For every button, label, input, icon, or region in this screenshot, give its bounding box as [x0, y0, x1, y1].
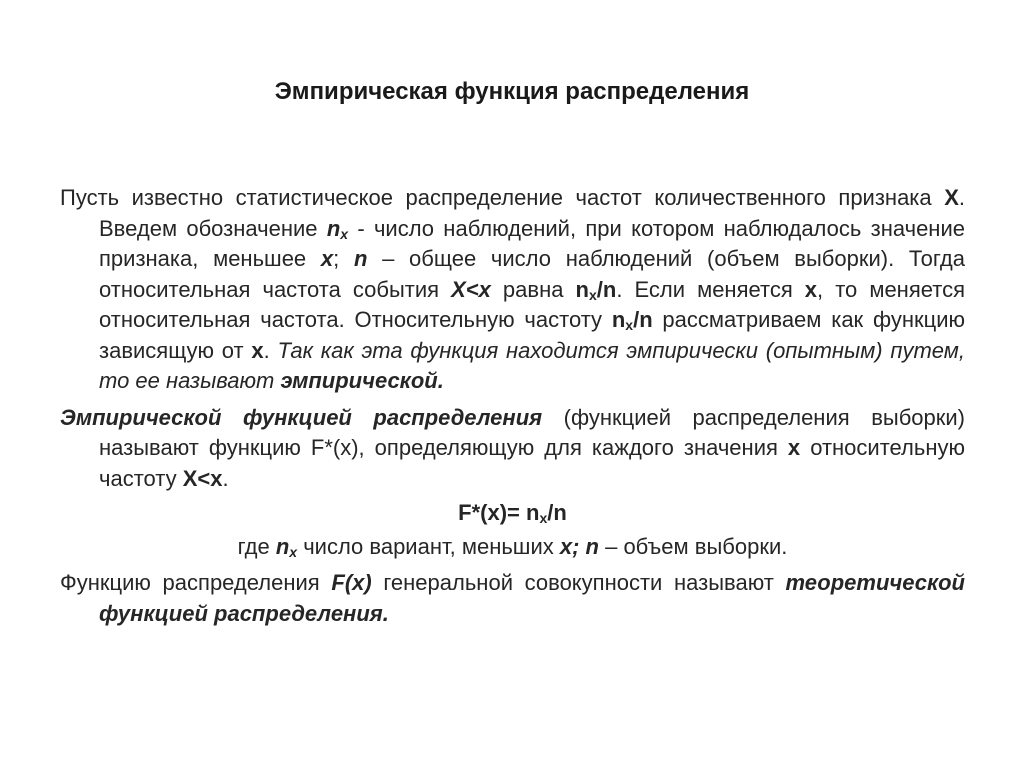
text-run: где [237, 533, 276, 559]
symbol-n: n [575, 276, 589, 302]
subscript-x: x [588, 286, 597, 303]
symbol-n: n [353, 246, 368, 271]
text-run: число вариант, меньших [297, 533, 560, 559]
term-theoretical-distribution-function: теоретической функцией распределения. [99, 570, 965, 626]
text-run: – общее число наблюдений (объем выборки). Тогда относительная частота события [99, 246, 965, 302]
text-run: (функцией распределения выборки) называют функцию F*(x), определяющую для каждого значения [99, 404, 966, 460]
slide-body [60, 183, 965, 629]
text-run: Пусть известно статистическое распределение частот количественного признака [60, 185, 945, 210]
symbol-X: X [944, 185, 959, 210]
text-run: . [263, 337, 278, 363]
page-title: Эмпирическая функция распределения [274, 78, 750, 105]
formula-lhs: F*(x)= n [458, 500, 540, 525]
symbol-slash-n: /n [547, 500, 567, 525]
paragraph-empirical-definition [60, 403, 965, 495]
symbol-n: n [326, 215, 341, 241]
symbol-x: x [787, 435, 801, 460]
symbol-X-less-x: X<x [451, 276, 491, 302]
text-run: . Введем обозначение [99, 185, 965, 241]
formula-explanation [60, 532, 965, 563]
subscript-x: x [340, 225, 349, 242]
italic-text-run: Так как эта функция находится эмпирически (опытным) путем, то ее называют [99, 337, 965, 393]
symbol-slash-n: /n [596, 276, 617, 302]
text-run: – объем выборки. [598, 533, 788, 559]
text-run: генеральной совокупности называют [371, 570, 786, 595]
text-run: относительную частоту [99, 435, 965, 491]
subscript-x: x [289, 543, 298, 560]
subscript-x: x [539, 510, 548, 526]
symbol-n: n [275, 533, 290, 559]
term-empirical: эмпирической. [280, 368, 444, 393]
symbols-x-n: x; n [559, 533, 599, 559]
text-run: - число наблюдений, при котором наблюдалось значение признака, меньшее [99, 215, 965, 271]
symbol-x: x [251, 337, 264, 363]
text-run: рассматриваем как функцию зависящую от [99, 307, 965, 363]
text-run: . Если меняется [616, 276, 805, 302]
symbol-slash-n: /n [633, 307, 653, 332]
subscript-x: x [625, 317, 634, 333]
term-empirical-distribution-function: Эмпирической функцией распределения [60, 404, 543, 430]
text-run: , то меняется относительная частота. Относительную частоту [99, 276, 965, 332]
symbol-x: x [320, 246, 334, 271]
symbol-n: n [611, 307, 626, 332]
paragraph-definition-context [60, 183, 965, 397]
symbol-F-of-x: F(x) [331, 570, 372, 595]
formula [60, 498, 965, 529]
text-run: . [222, 465, 229, 491]
text-run: равна [490, 276, 576, 302]
paragraph-theoretical-definition [60, 568, 965, 629]
text-run: ; [333, 246, 354, 271]
symbol-X-less-x: X<x [182, 465, 223, 491]
symbol-x: x [804, 276, 818, 302]
text-run: Функцию распределения [60, 570, 332, 595]
